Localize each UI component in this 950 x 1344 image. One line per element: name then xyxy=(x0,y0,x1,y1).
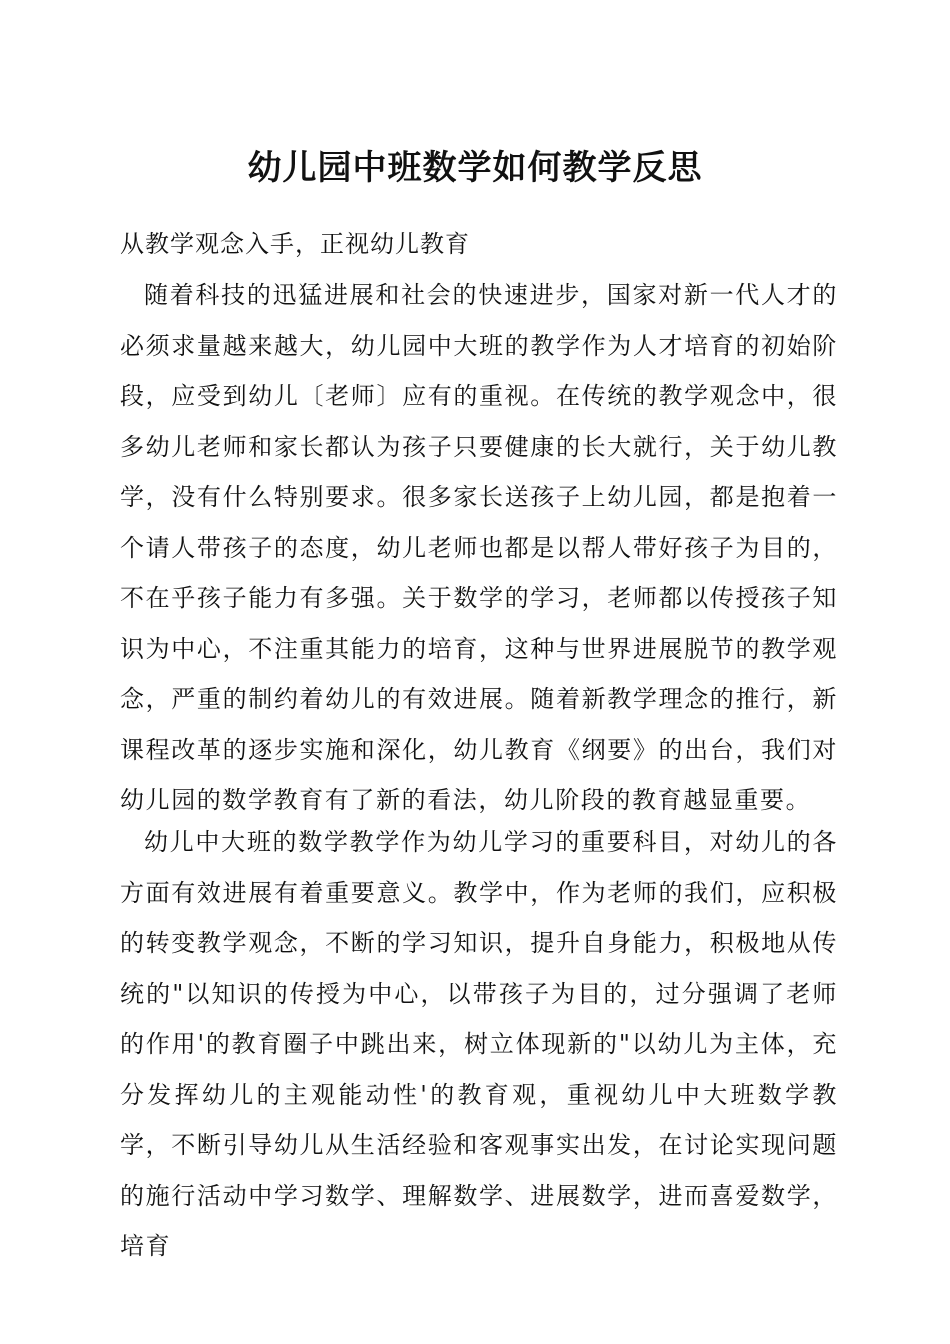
paragraph-2: 幼儿中大班的数学教学作为幼儿学习的重要科目，对幼儿的各方面有效进展有着重要意义。教学中，作为老师的我们，应积极的转变教学观念，不断的学习知识，提升自身能力，积极地从传统的"以知识的传授为中心，以带孩子为目的，过分强调了老师的作用'的教育圈子中跳出来，树立体现新的"以幼儿为主体，充分发挥幼儿的主观能动性'的教育观，重视幼儿中大班数学教学，不断引导幼儿从生活经验和客观事实出发，在讨论实现问题的施行活动中学习数学、理解数学、进展数学，进而喜爱数学，培育 xyxy=(120,828,838,1260)
section-subheading: 从教学观念入手，正视幼儿教育 xyxy=(120,230,470,258)
document-title: 幼儿园中班数学如何教学反思 xyxy=(247,148,703,188)
paragraph-1: 随着科技的迅猛进展和社会的快速进步，国家对新一代人才的必须求量越来越大，幼儿园中大班的教学作为人才培育的初始阶段，应受到幼儿〔老师〕应有的重视。在传统的教学观念中，很多幼儿老师和家长都认为孩子只要健康的长大就行，关于幼儿教学，没有什么特别要求。很多家长送孩子上幼儿园，都是抱着一个请人带孩子的态度，幼儿老师也都是以帮人带好孩子为目的，不在乎孩子能力有多强。关于数学的学习，老师都以传授孩子知识为中心，不注重其能力的培育，这种与世界进展脱节的教学观念，严重的制约着幼儿的有效进展。随着新教学理念的推行，新课程改革的逐步实施和深化，幼儿教育《纲要》的出台，我们对幼儿园的数学教育有了新的看法，幼儿阶段的教育越显重要。 xyxy=(120,281,838,814)
